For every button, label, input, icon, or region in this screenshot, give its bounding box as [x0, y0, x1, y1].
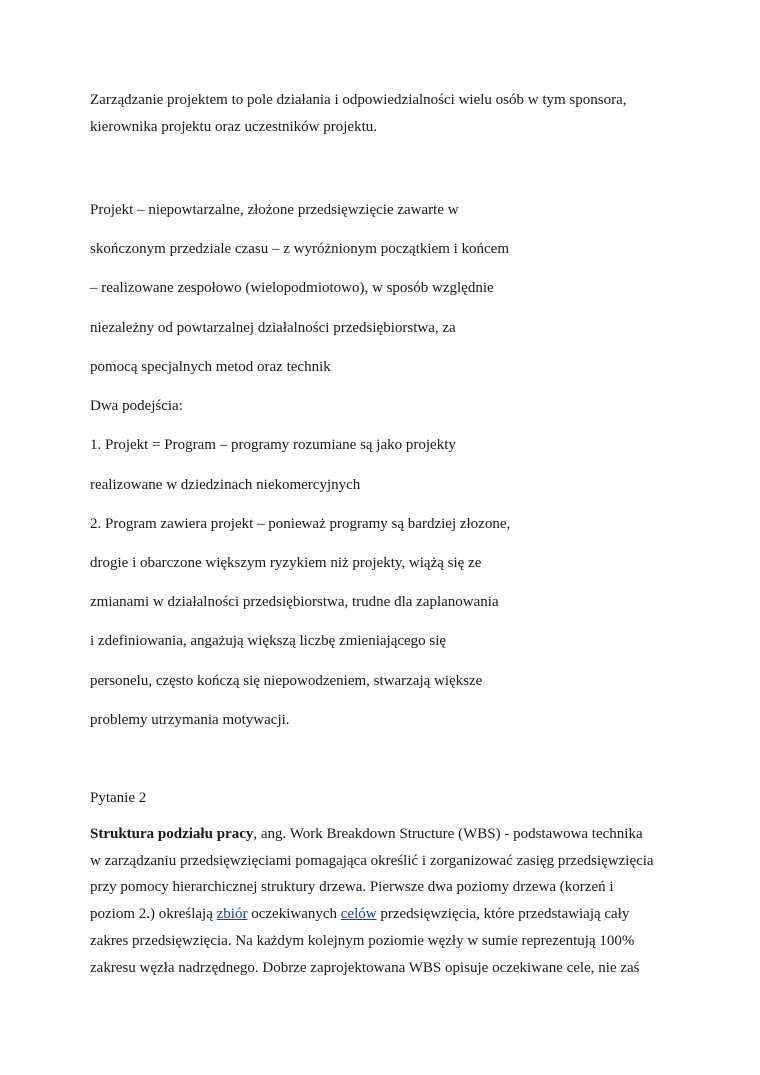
approach-2-line: 2. Program zawiera projekt – ponieważ programy są bardziej złozone, — [90, 516, 511, 532]
wbs-line-5: zakres przedsięwzięcia. Na każdym kolejnym poziomie węzły w sumie reprezentują 100% — [90, 933, 635, 949]
approach-1-line: realizowane w dziedzinach niekomercyjnych — [90, 477, 361, 493]
approach-2-line: problemy utrzymania motywacji. — [90, 712, 290, 728]
intro-line-2: kierownika projektu oraz uczestników projektu. — [90, 119, 377, 135]
approach-2-line: personelu, często kończą się niepowodzeniem, stwarzają większe — [90, 673, 483, 689]
approach-1-line: 1. Projekt = Program – programy rozumiane są jako projekty — [90, 437, 456, 453]
definition-line: – realizowane zespołowo (wielopodmiotowo), w sposób względnie — [90, 280, 494, 296]
approach-2-line: drogie i obarczone większym ryzykiem niż projekty, wiążą się ze — [90, 555, 482, 571]
wbs-line-4-text-a: poziom 2.) określają — [90, 906, 217, 922]
definition-line: Projekt – niepowtarzalne, złożone przedsięwzięcie zawarte w — [90, 202, 459, 218]
wbs-line-1 — [90, 826, 643, 843]
approach-2-line: i zdefiniowania, angażują większą liczbę zmieniającego się — [90, 633, 447, 649]
wbs-line-2: w zarządzaniu przedsięwzięciami pomagająca określić i zorganizować zasięg przedsięwzięcia — [90, 853, 654, 869]
question-2-heading: Pytanie 2 — [90, 790, 147, 806]
wbs-line-4-text-b: oczekiwanych — [247, 906, 341, 922]
approach-2-line: zmianami w działalności przedsiębiorstwa, trudne dla zaplanowania — [90, 594, 499, 610]
definition-line: skończonym przedziale czasu – z wyróżnionym początkiem i końcem — [90, 241, 510, 257]
link-zbior[interactable]: zbiór — [216, 906, 248, 922]
wbs-term: Struktura podziału pracy — [90, 826, 254, 842]
wbs-line-1-text: , ang. Work Breakdown Structure (WBS) - podstawowa technika — [253, 826, 643, 842]
wbs-line-4 — [90, 906, 629, 923]
wbs-line-4-text-c: przedsięwzięcia, które przedstawiają cały — [376, 906, 630, 922]
approaches-heading: Dwa podejścia: — [90, 398, 183, 414]
definition-line: pomocą specjalnych metod oraz technik — [90, 359, 331, 375]
wbs-line-3: przy pomocy hierarchicznej struktury drzewa. Pierwsze dwa poziomy drzewa (korzeń i — [90, 879, 614, 895]
definition-line: niezależny od powtarzalnej działalności przedsiębiorstwa, za — [90, 320, 456, 336]
link-celow[interactable]: celów — [340, 906, 377, 922]
intro-line-1: Zarządzanie projektem to pole działania i odpowiedzialności wielu osób w tym sponsora, — [90, 92, 627, 108]
wbs-line-6: zakresu węzła nadrzędnego. Dobrze zaprojektowana WBS opisuje oczekiwane cele, nie zaś — [90, 960, 640, 976]
